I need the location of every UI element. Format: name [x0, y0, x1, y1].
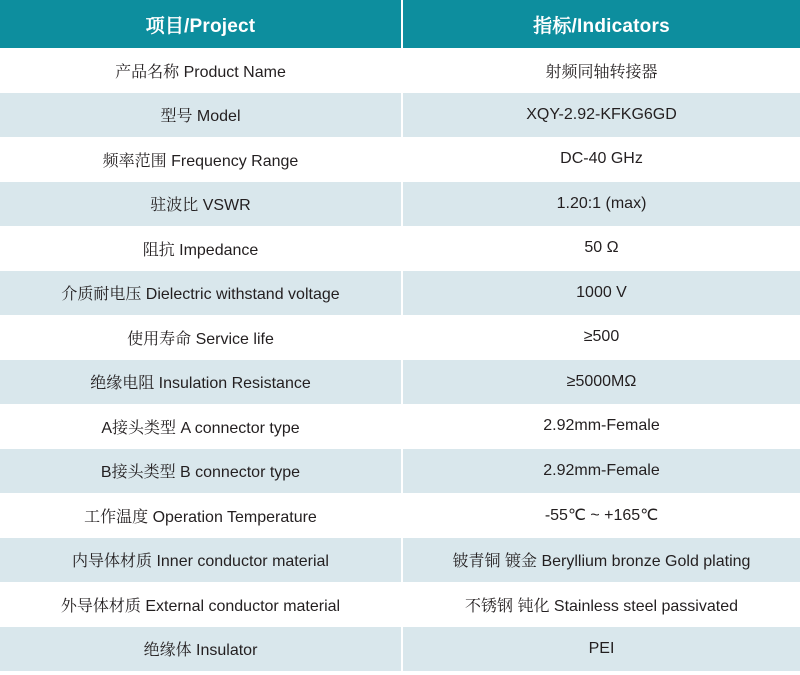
table-body — [0, 48, 800, 671]
table-row — [0, 582, 800, 627]
row-item-value: 射频同轴转接器 — [402, 48, 800, 93]
table-header — [0, 0, 800, 48]
table-row — [0, 93, 800, 138]
table-row — [0, 404, 800, 449]
row-item-label: 工作温度 Operation Temperature — [0, 493, 402, 538]
row-item-label: 驻波比 VSWR — [0, 182, 402, 227]
row-item-value: -55℃ ~ +165℃ — [402, 493, 800, 538]
row-item-value: DC-40 GHz — [402, 137, 800, 182]
table-row — [0, 360, 800, 405]
table-row — [0, 449, 800, 494]
row-item-value: ≥500 — [402, 315, 800, 360]
table-row — [0, 48, 800, 93]
table-header-row — [0, 0, 800, 48]
table-row — [0, 315, 800, 360]
row-item-value: 2.92mm-Female — [402, 404, 800, 449]
column-header-project: 项目/Project — [0, 0, 402, 48]
column-header-indicators: 指标/Indicators — [402, 0, 800, 48]
row-item-value: ≥5000MΩ — [402, 360, 800, 405]
row-item-value: 1000 V — [402, 271, 800, 316]
row-item-value: 1.20:1 (max) — [402, 182, 800, 227]
table-row — [0, 226, 800, 271]
row-item-value: 铍青铜 镀金 Beryllium bronze Gold plating — [402, 538, 800, 583]
table-row — [0, 137, 800, 182]
table-row — [0, 182, 800, 227]
row-item-label: 外导体材质 External conductor material — [0, 582, 402, 627]
row-item-label: 内导体材质 Inner conductor material — [0, 538, 402, 583]
row-item-value: 不锈钢 钝化 Stainless steel passivated — [402, 582, 800, 627]
row-item-value: 2.92mm-Female — [402, 449, 800, 494]
row-item-label: 型号 Model — [0, 93, 402, 138]
row-item-label: B接头类型 B connector type — [0, 449, 402, 494]
table-row — [0, 493, 800, 538]
table-row — [0, 271, 800, 316]
row-item-label: 绝缘体 Insulator — [0, 627, 402, 672]
row-item-label: 产品名称 Product Name — [0, 48, 402, 93]
row-item-value: XQY-2.92-KFKG6GD — [402, 93, 800, 138]
row-item-label: 阻抗 Impedance — [0, 226, 402, 271]
row-item-label: 使用寿命 Service life — [0, 315, 402, 360]
row-item-value: 50 Ω — [402, 226, 800, 271]
row-item-label: 频率范围 Frequency Range — [0, 137, 402, 182]
table-row — [0, 538, 800, 583]
row-item-label: 绝缘电阻 Insulation Resistance — [0, 360, 402, 405]
row-item-value: PEI — [402, 627, 800, 672]
row-item-label: 介质耐电压 Dielectric withstand voltage — [0, 271, 402, 316]
row-item-label: A接头类型 A connector type — [0, 404, 402, 449]
table-row — [0, 627, 800, 672]
